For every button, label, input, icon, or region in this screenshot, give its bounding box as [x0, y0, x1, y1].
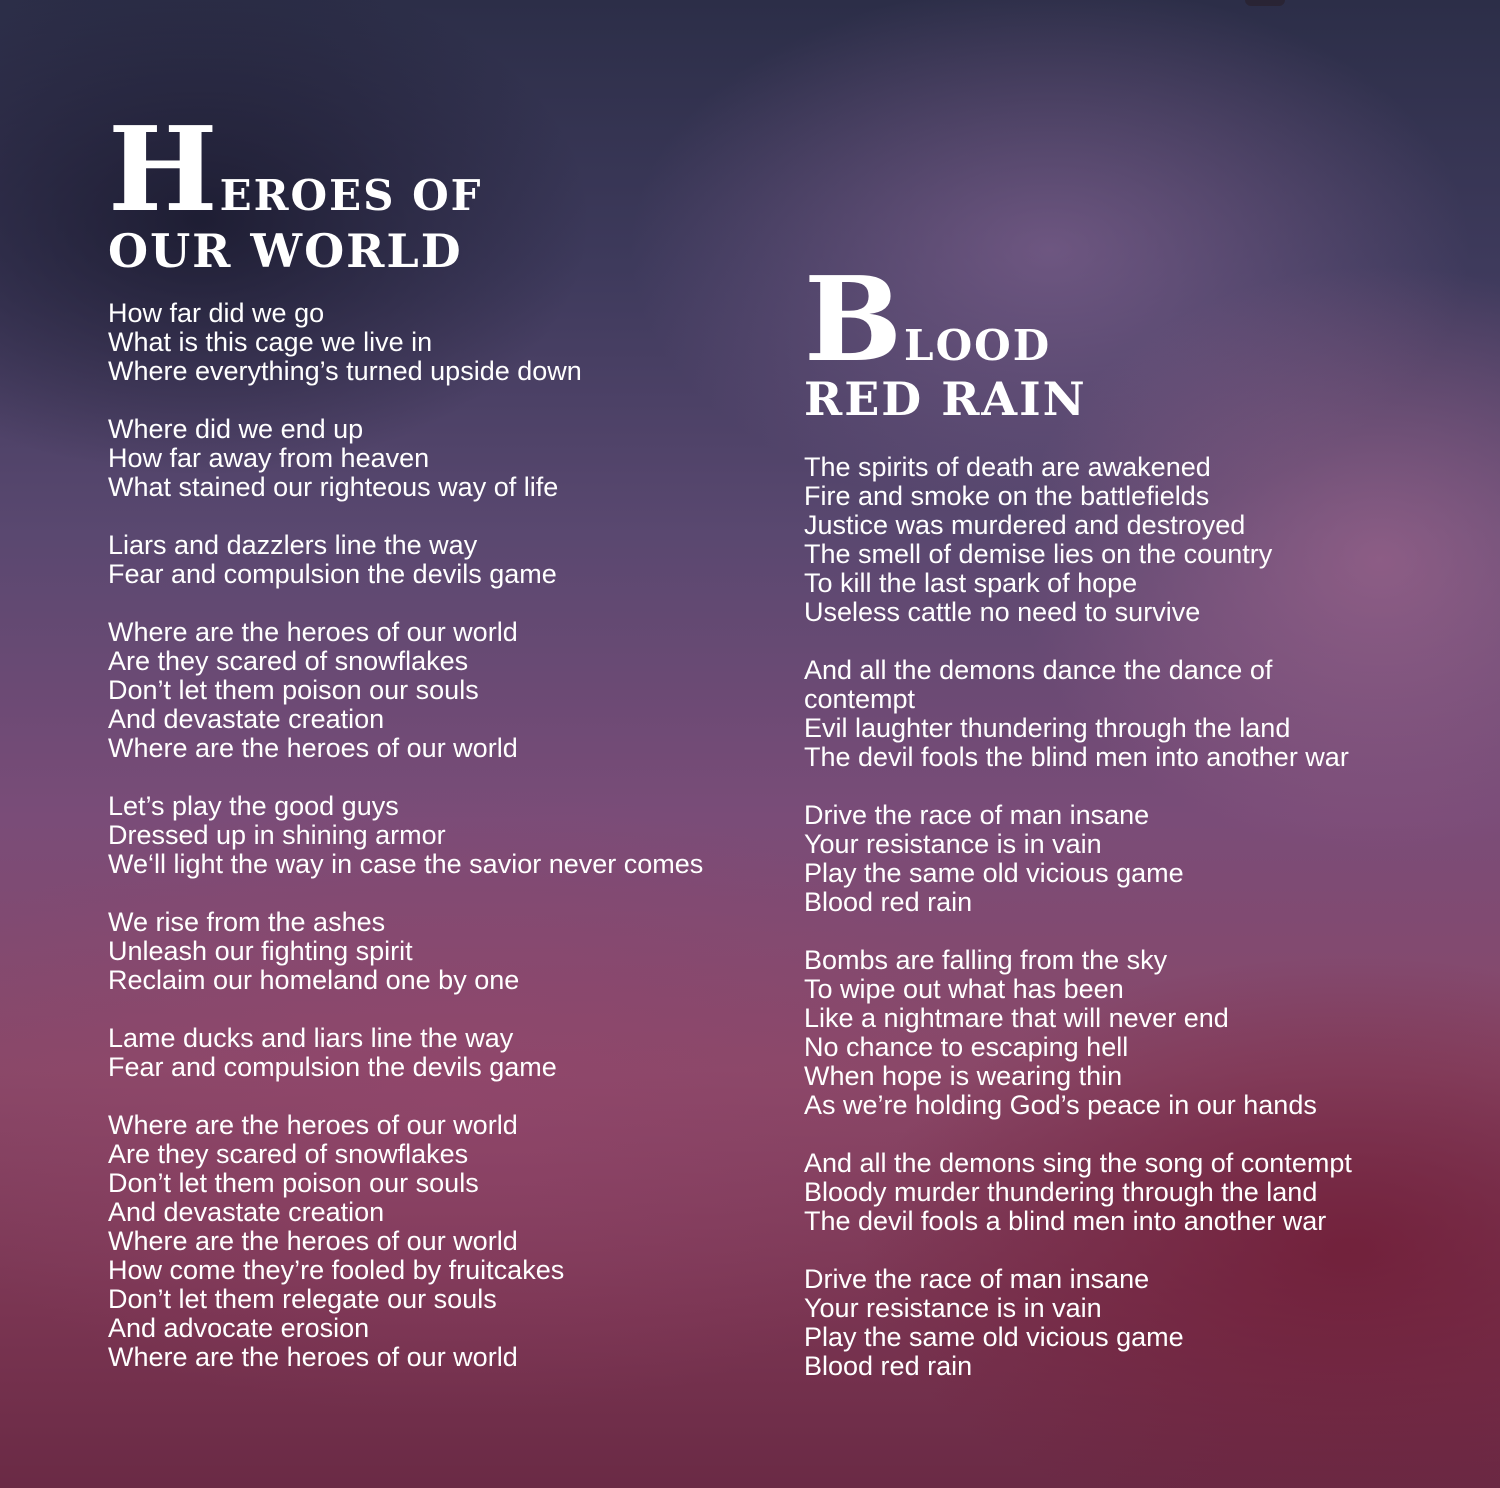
lyric-line: And all the demons sing the song of contempt — [804, 1147, 1352, 1178]
lyric-line: Blood red rain — [804, 886, 973, 917]
lyric-line: Play the same old vicious game — [804, 857, 1184, 888]
lyric-line: When hope is wearing thin — [804, 1060, 1123, 1091]
lyrics — [108, 299, 768, 1372]
lyric-line: Your resistance is in vain — [804, 1292, 1102, 1323]
lyric-line: Drive the race of man insane — [804, 1263, 1150, 1294]
lyric-line: Don’t let them poison our souls — [108, 1167, 479, 1198]
stanza — [804, 946, 1484, 1120]
stanza — [108, 415, 768, 502]
lyric-line: To kill the last spark of hope — [804, 567, 1138, 598]
lyric-line: Liars and dazzlers line the way — [108, 529, 478, 560]
lyric-line: Useless cattle no need to survive — [804, 596, 1201, 627]
title-rest: EROES OF — [219, 171, 483, 220]
stanza — [804, 1149, 1484, 1236]
lyric-line: Where are the heroes of our world — [108, 1109, 518, 1140]
title-line-2: RED RAIN — [804, 372, 1087, 426]
lyric-line: Bombs are falling from the sky — [804, 944, 1168, 975]
lyric-line: How far did we go — [108, 297, 325, 328]
lyric-line: As we’re holding God’s peace in our hands — [804, 1089, 1317, 1120]
lyric-line: Where did we end up — [108, 413, 364, 444]
lyrics — [804, 453, 1484, 1381]
stanza — [108, 618, 768, 763]
song-title — [804, 252, 1484, 426]
lyric-line: Evil laughter thundering through the land — [804, 712, 1291, 743]
lyric-line: Unleash our fighting spirit — [108, 935, 413, 966]
lyric-line: Like a nightmare that will never end — [804, 1002, 1229, 1033]
lyric-line: What is this cage we live in — [108, 326, 433, 357]
lyric-line: Let’s play the good guys — [108, 790, 399, 821]
lyric-line: We‘ll light the way in case the savior never comes — [108, 848, 704, 879]
song-heroes-of-our-world — [108, 102, 768, 1372]
lyric-line: What stained our righteous way of life — [108, 471, 559, 502]
lyric-line: Bloody murder thundering through the land — [804, 1176, 1318, 1207]
lyric-line: Your resistance is in vain — [804, 828, 1102, 859]
lyric-line: Fear and compulsion the devils game — [108, 1051, 557, 1082]
lyric-line: Where are the heroes of our world — [108, 616, 518, 647]
lyric-line: How far away from heaven — [108, 442, 430, 473]
lyric-line: And advocate erosion — [108, 1312, 370, 1343]
lyric-line: Drive the race of man insane — [804, 799, 1150, 830]
song-title — [108, 102, 768, 278]
lyric-line: No chance to escaping hell — [804, 1031, 1129, 1062]
lyric-line: Justice was murdered and destroyed — [804, 509, 1246, 540]
lyric-line: Blood red rain — [804, 1350, 973, 1381]
lyric-line: Play the same old vicious game — [804, 1321, 1184, 1352]
stanza — [804, 656, 1484, 772]
lyric-line: To wipe out what has been — [804, 973, 1124, 1004]
lyric-line: The smell of demise lies on the country — [804, 538, 1273, 569]
lyric-line: And all the demons dance the dance of — [804, 654, 1273, 685]
lyric-line: Where everything’s turned upside down — [108, 355, 582, 386]
lyric-line: And devastate creation — [108, 703, 385, 734]
song-blood-red-rain — [804, 252, 1484, 1381]
stanza — [108, 792, 768, 879]
lyric-line: Dressed up in shining armor — [108, 819, 446, 850]
lyric-line: Fear and compulsion the devils game — [108, 558, 557, 589]
lyric-line: The devil fools a blind men into another war — [804, 1205, 1327, 1236]
lyric-line: Don’t let them relegate our souls — [108, 1283, 497, 1314]
title-rest: LOOD — [904, 321, 1052, 370]
lyric-line: Are they scared of snowflakes — [108, 1138, 469, 1169]
lyric-line: We rise from the ashes — [108, 906, 386, 937]
stanza — [804, 1265, 1484, 1381]
lyric-line: Don’t let them poison our souls — [108, 674, 479, 705]
stanza — [804, 801, 1484, 917]
lyric-line: The spirits of death are awakened — [804, 451, 1211, 482]
lyric-line: How come they’re fooled by fruitcakes — [108, 1254, 565, 1285]
stanza — [108, 531, 768, 589]
lyric-line: The devil fools the blind men into another war — [804, 741, 1349, 772]
title-initial: B — [804, 252, 905, 388]
lyric-line: Where are the heroes of our world — [108, 1225, 518, 1256]
title-line-2: OUR WORLD — [108, 224, 463, 278]
stanza — [108, 1111, 768, 1372]
title-initial: H — [108, 102, 220, 238]
stanza — [108, 299, 768, 386]
stanza — [804, 453, 1484, 627]
moon-silhouette — [1245, 0, 1285, 6]
lyric-line: contempt — [804, 683, 916, 714]
lyric-line: Are they scared of snowflakes — [108, 645, 469, 676]
lyric-line: Lame ducks and liars line the way — [108, 1022, 514, 1053]
lyric-line: Reclaim our homeland one by one — [108, 964, 520, 995]
stanza — [108, 908, 768, 995]
lyric-line: Where are the heroes of our world — [108, 1341, 518, 1372]
lyric-line: Where are the heroes of our world — [108, 732, 518, 763]
stanza — [108, 1024, 768, 1082]
lyric-line: Fire and smoke on the battlefields — [804, 480, 1210, 511]
lyric-line: And devastate creation — [108, 1196, 385, 1227]
